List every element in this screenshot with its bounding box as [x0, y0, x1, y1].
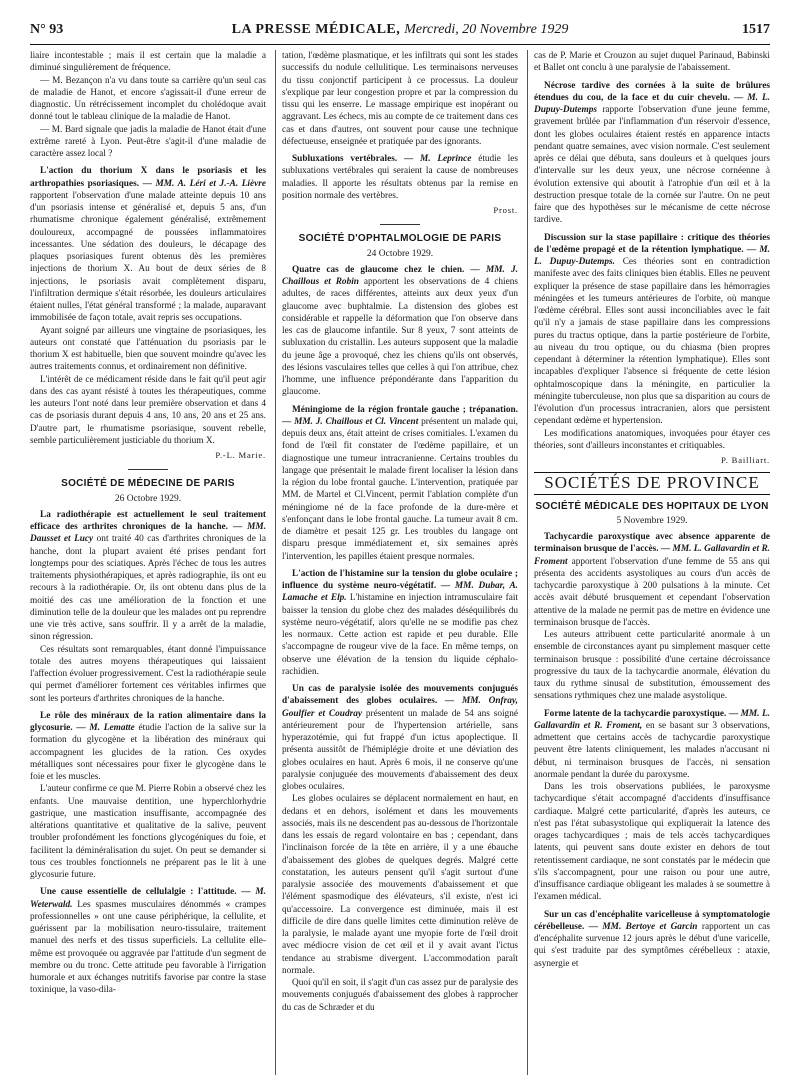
journal-title [30, 22, 770, 38]
signature: P.-L. Marie. [215, 450, 266, 460]
paragraph: L'intérêt de ce médicament réside dans le fait qu'il peut agir dans des cas ayant résisté à toutes les thérapeutiques, comme les auteurs l'ont noté dans leur première observation et dans 4 cas de psoriasis durant depuis 4 ans, 10 ans, 20 ans et 25 ans. D'autre part, le rhumatisme psoriasique, souvent rebelle, semble particulièrement justiciable du thorium X. [30, 374, 266, 446]
communication-title: Une cause essentielle de cellulalgie : l'attitude. [40, 887, 237, 898]
journal-name: LA PRESSE MÉDICALE, [231, 22, 401, 37]
column-2 [282, 50, 518, 1075]
paragraph: Dans les trois observations publiées, le paroxysme tachycardique s'était accompagné d'accidents d'insuffisance cardiaque. Malgré cette particularité, d'après les auteurs, ce n'est pas l'état subasystolique qui expliquerait la latence des orages tachycardiques ; mais de tels accès tachycardiques latents, qui peuvent sans doute exister en dehors de tout retentissement cardiaque, ne sont constatés par le médecin que s'ils s'accompagnent, pour une raison ou pour une autre, d'insuffisance cardiaque obligeant les malades à se soumettre à l'examen médical. [534, 782, 770, 903]
paragraph: L'auteur confirme ce que M. Pierre Robin a observé chez les enfants. Une mauvaise dentition, une hyperchlorhydrie gastrique, une mastication insuffisante, accompagnée des altérations quantitative et qualitative de la salive, peuvent troubler profondément les fonctions glycogéniques du foie, et facilitent la déminéralisation du sujet. On peut se demander si tous ces troubles fonctionnels ne préparent pas le lit à une glycosurie future. [30, 784, 266, 880]
society-heading: SOCIÉTÉ D'OPHTALMOLOGIE DE PARIS [298, 233, 502, 245]
communication-authors: — MM. L. Gallavardin et R. Froment [534, 544, 770, 567]
paragraph: cas de P. Marie et Crouzon au sujet duquel Parinaud, Babinski et Ballet ont conclu à une paralysie de l'abaissement. [534, 51, 770, 74]
header-rule [30, 44, 770, 45]
communication-authors: — M. Weterwald. [30, 887, 266, 910]
paragraph: Ces résultats sont remarquables, étant donné l'impuissance totale des autres moyens thérapeutiques qui laissaient l'affection évoluer progressivement. C'est la radiothérapie seule qui permet d'améliorer fortement ces véritables infirmes que sont les porteurs d'arthrites chroniques de la hanche. [30, 644, 266, 704]
communication-authors: — MM. J. Chaillous et Robin [282, 264, 518, 287]
communication-title: Quatre cas de glaucome chez le chien. [292, 264, 465, 275]
session-date: 24 Octobre 1929. [366, 248, 434, 259]
communication [534, 80, 770, 227]
section-rule [128, 469, 168, 470]
paragraph: Les globes oculaires se déplacent normalement en haut, en dedans et en dehors, isolément et dans les mouvements associés, mais ils ne descendent pas au-dessous de l'horizontale dans les essais de regard volontaire en bas ; cependant, dans l'inclinaison forcée de la tête en arrière, il y a une ébauche d'abaissement des globes de quelques degrés. Malgré cette constatation, les auteurs pensent qu'il s'agit surtout d'une paralysie associée des mouvements d'abaissement et que l'élément spasmodique des élévateurs, s'il existe, n'est ici qu'accessoire. La convergence est diminuée, mais il est difficile de dire dans quelle limites cette diminution relève de la paralysie, le malade ayant une myopie forte de l'œil droit avec médiocre vision de cet œil et il y avait avant l'ictus tendance au strabisme divergent. L'accommodation paraît normale. [282, 794, 518, 976]
communication-title: Forme latente de la tachycardie paroxystique. [544, 708, 727, 719]
province-banner: SOCIÉTÉS DE PROVINCE [534, 472, 770, 494]
column-1 [30, 50, 266, 1075]
communication-title: Le rôle des minéraux de la ration alimentaire dans la glycosurie. [30, 710, 266, 733]
paragraph: tation, l'œdème plasmatique, et les infiltrats qui sont les stades successifs du nodule cellulitique. Les terminaisons nerveuses du tissu conjonctif participent à ce processus. La douleur s'explique par leur congestion propre et par la compression du tissu qui les enserre. Le massage empirique est inopérant ou aggravant. Les échecs, mis au compte de ce traitement dans ces cas et dans d'autres, ont souvent pour cause une technique défectueuse, enseignée et pratiquée par des ignorants. [282, 51, 518, 147]
communication-authors: — M. Lematte [76, 723, 135, 733]
communication-text: rapportent l'observation d'une malade atteinte depuis 10 ans d'un psoriasis intense et généralisé et, depuis 5 ans, d'un rhumatisme chronique également généralisé, extrêmement douloureux, accompagné de poussées inflammatoires incessantes. Une sédation des douleurs, le décapage des plaques psoriasiques furent obtenus dès les premières injections de thorium X. Au bout de deux séries de 8 injections, le psoriasis avait complètement disparu, l'infiltration dermique s'était résorbée, les douleurs articulaires étaient nulles, l'état général transformé ; la malade, auparavant immobilisée de façon totale, avait repris ses occupations. [30, 190, 266, 324]
society-heading: SOCIÉTÉ MÉDICALE DES HOPITAUX DE LYON [535, 500, 769, 512]
communication-title: Subluxations vertébrales. [292, 154, 398, 164]
communication-title: Méningiome de la région frontale gauche ; trépanation. [292, 404, 518, 415]
communication [534, 531, 770, 629]
communication-text: étudie les subluxations vertébrales qui seraient la cause de nombreuses maladies. Il apporte les résultats obtenus par la remise en position normale des vertèbres. [282, 154, 518, 201]
communication-title: Nécrose tardive des cornées à la suite de brûlures étendues du cou, de la face et du cuir chevelu. [534, 80, 770, 103]
communication [282, 153, 518, 202]
paragraph: — M. Bezançon n'a vu dans toute sa carrière qu'un seul cas de maladie de Hanot, et encore s'agissait-il d'une erreur de diagnostic. Un rétrécissement incomplet du cholédoque avait donné tout le tableau clinique de la maladie de Hanot. [30, 75, 266, 123]
session-date: 5 Novembre 1929. [616, 515, 688, 526]
communication-title: L'action de l'histamine sur la tension du globe oculaire ; influence du système neuro-végétatif. [282, 568, 518, 591]
communication-authors: — MM. Onfray, Goulfier et Coudray [282, 696, 518, 719]
communication-text: présentent un malade qui, depuis deux ans, était atteint de crises comitiales. L'examen du fond de l'œil fit constater de l'œdème papillaire, et un diagnostique une tumeur intracranienne. Certains troubles du langage que présentait le malade firent localiser la lésion dans la région du lobe frontal gauche. L'intervention, pratiquée par MM. de Martel et Cl.Vincent, permit l'ablation complète d'un méningiome né de la face profonde de la dure-mère et s'enfonçant dans le lobe frontal gauche. La tumeur avait 8 cm. de diamètre et pesait 125 gr. Les troubles du langage ont disparu presque immédiatement et, six semaines après l'intervention, les papilles étaient presque normales. [282, 416, 518, 562]
paragraph: Quoi qu'il en soit, il s'agit d'un cas assez pur de paralysie des mouvements conjugués d'abaissement des globes à rapprocher du cas de Schræder et du [282, 978, 518, 1013]
communication [30, 509, 266, 644]
paragraph: Ayant soigné par ailleurs une vingtaine de psoriasiques, les auteurs ont constaté que l'atténuation du psoriasis par le thorium X est habituelle, bien que souvent moindre qu'avec les autres traitements connus, et ordinairement non définitive. [30, 325, 266, 373]
communication-text: rapportent un cas d'encéphalite survenue 12 jours après le début d'une varicelle, qui s'est traduite par des symptômes cérébelleux : ataxie, asynergie et [534, 921, 770, 969]
communication [534, 909, 770, 970]
issue-date: Mercredi, 20 Novembre 1929 [404, 22, 569, 37]
column-divider [275, 50, 276, 1075]
page-header [30, 20, 770, 42]
communication-authors: — M. L. Dupuy-Dutemps [534, 92, 770, 115]
paragraph: Les auteurs attribuent cette particularité anormale à un ensemble de circonstances ayant pu simplement masquer cette terminaison brusque : possibilité d'une certaine décroissance progressive du taux de la tachycardie anormale, élévation du taux du rythme sinusal de substitution, émoussement des sensations rythmiques chez une malade asystolique. [534, 630, 770, 702]
communication [282, 264, 518, 399]
column-divider [527, 50, 528, 1075]
communication-text: apportent les observations de 4 chiens adultes, de races différentes, atteints aux deux yeux d'un glaucome avec buphtalmie. La distension des globes est considérable et rappelle la déformation que l'on observe dans les cas de glaucome infantile. Sur 8 yeux, 7 sont atteints de subluxation du cristallin. Les auteurs supposent que la maladie du jeune âge a provoqué, chez les chiens qu'ils ont observés, des lésions vasculaires telles que celles à qui l'on attribue, chez l'homme, une influence prépondérante dans l'apparition du glaucome. [282, 277, 518, 398]
communication-text: apportent l'observation d'une femme de 55 ans qui présenta des accidents asystoliques au cours d'un accès de tachycardie paroxystique à 200 pulsations à la minute. Cet accès avait débuté brusquement et cependant l'observation attentive de la malade ne permit pas de mettre en évidence une terminaison brusque de l'accès. [534, 556, 770, 628]
communication-text: Ces théories sont en contradiction manifeste avec des faits cliniques bien établis. Elles ne peuvent expliquer la présence de stase papillaire dans les hémorragies méningées et les tumeurs antérieures de l'orbite, où manque l'œdème cérébral. Elles sont aussi inconciliables avec le fait qu'il n'y a jamais de stase papillaire dans les compressions pures du tractus optique, dans la partie postérieure de l'orbite, au niveau du trou optique, ou du chiasma (bien propres cependant à déterminer la rétention lymphatique). Elles sont incapables d'expliquer l'absence si fréquente de cette lésion ophtalmoscopique dans la méningite, en particulier la méningite tuberculeuse, non plus que sa disparition au cours de l'évolution d'un processus intracranien, alors que persistent cependant œdème et hypertension. [534, 257, 770, 427]
communication-title: Tachycardie paroxystique avec absence apparente de terminaison brusque de l'accès. [534, 532, 770, 555]
communication-authors: — MM. A. Léri et J.-A. Lièvre [142, 178, 266, 189]
column-3 [534, 50, 770, 1075]
communication-text: Les spasmes musculaires dénommés « crampes professionnelles » ont une cause périphérique, la cellulite, et guérissent par la mobilisation neuro-tissulaire, traitement manuel des nerfs et des tissus superficiels. La cellulite elle-même est provoquée ou aggravée par l'attitude d'un segment de membre ou du tronc. Cette attitude peu favorable à l'irrigation humorale et aux échanges nutritifs favorise par contre la stase toxinique, la vaso-dila- [30, 899, 266, 996]
communication-text: L'histamine en injection intramusculaire fait baisser la tension du globe chez des malades déséquilibrés du système neuro-végétatif, alors qu'elle ne se modifie pas chez les normaux. Cette action est rapide et peu durable. Elle s'accompagne de rougeur vive de la face. En même temps, on observe une élévation de la tension du liquide céphalo-rachidien. [282, 593, 518, 677]
communication-authors: — MM. Dausset et Lucy [30, 522, 266, 545]
communication-title: Sur un cas d'encéphalite varicelleuse à symptomatologie cérébelleuse. [534, 909, 770, 932]
signature: P. Bailliart. [721, 455, 770, 465]
society-heading: SOCIÉTÉ DE MÉDECINE DE PARIS [61, 478, 235, 490]
communication [30, 710, 266, 784]
communication-authors: — MM. Dubar, A. Lamache et Elp. [282, 581, 518, 604]
communication-authors: — M. L. Dupuy-Dutemps. [534, 244, 770, 267]
communication-title: L'action du thorium X dans le psoriasis et les arthropathies psoriasiques. [30, 166, 266, 189]
communication [30, 886, 266, 996]
communication [534, 232, 770, 428]
communication-text: ont traité 40 cas d'arthrites chroniques de la hanche, dont la plupart avaient été prises pendant fort longtemps pour des sciatiques. Après l'échec de tous les autres traitements physiothérapiques, et après radiographie, ils ont eu recours à la radiothérapie. Or, ils ont obtenu dans plus de la moitié des cas une amélioration de la fonction et une diminution telle de la douleur que les malades ont pu reprendre une vie très active, sans souffrir. Il y a arrêt de la maladie, sinon régression. [30, 534, 266, 643]
communication [282, 404, 518, 563]
communication-text: en se basant sur 3 observations, admettent que certains accès de tachycardie paroxystique peuvent être latents cliniquement, les malades n'accusant ni début, ni terminaison brusques de l'accès, ni sensation anormale pendant la durée du paroxysme. [534, 720, 770, 780]
paragraph: — M. Bard signale que jadis la maladie de Hanot était d'une extrême rareté à Lyon. Peut-être s'agit-il d'une maladie de caractère assez local ? [30, 124, 266, 159]
communication [282, 568, 518, 678]
issue-number: N° 93 [30, 22, 64, 37]
communication [282, 683, 518, 793]
session-date: 26 Octobre 1929. [114, 493, 182, 504]
page-number: 1517 [742, 22, 770, 37]
communication-authors: — MM. J. Chaillous et Cl. Vincent [282, 416, 419, 427]
signature: Prost. [493, 205, 518, 215]
communication-text: étudie l'action de la salive sur la formation du glycogène et la libération des minéraux qui accompagnent les glucides de la ration. Ces oxydes métalliques sont nécessaires pour fixer le glycogène dans le foie et les muscles. [30, 723, 266, 782]
communication-authors: — M. Leprince [403, 154, 472, 164]
communication-title: Discussion sur la stase papillaire : critique des théories de l'œdème propagé et de la rétention lymphatique. [534, 232, 770, 255]
communication-text: présentent un malade de 54 ans soigné antérieurement pour de l'hypertension artérielle, sans hyperazotémie, qui fut frappé d'un ictus apoplectique. Il présenta aussitôt de l'hémiplégie droite et une déviation des globes oculaires en haut. Après 6 mois, il ne conserve qu'une paralysie conjuguée des mouvements d'abaissement des deux globes oculaires. [282, 708, 518, 792]
communication-text: rapporte l'observation d'une jeune femme, gravement brûlée par l'inflammation d'un réservoir d'essence, dont les globes oculaires étaient restés en apparence intacts pendant quatre semaines, avec vision normale. C'est seulement après ce délai que débuta, sans douleurs et à quelques jours d'intervalle sur les deux yeux, une nécrose cornéenne à évolution extensive qui aboutit à l'atrophie d'un œil et à la destruction presque totale de la cornée sur l'autre. On ne peut faire que des hypothèses sur le mécanisme de cette nécrose tardive. [534, 105, 770, 226]
paragraph: liaire incontestable ; mais il est certain que la maladie a diminué singulièrement de fréquence. [30, 51, 266, 74]
communication-title: La radiothérapie est actuellement le seul traitement efficace des arthrites chroniques de la hanche. [30, 509, 266, 532]
communication-authors: — MM. L. Gallavardin et R. Froment, [534, 708, 770, 731]
paragraph: Les modifications anatomiques, invoquées pour étayer ces théories, sont d'ailleurs inconstantes et critiquables. [534, 428, 770, 451]
communication-title: Un cas de paralysie isolée des mouvements conjugués d'abaissement des globes oculaires. [282, 684, 518, 707]
communication [30, 165, 266, 324]
communication [534, 708, 770, 782]
communication-authors: — MM. Bertoye et Garcin [588, 921, 698, 932]
section-rule [380, 224, 420, 225]
